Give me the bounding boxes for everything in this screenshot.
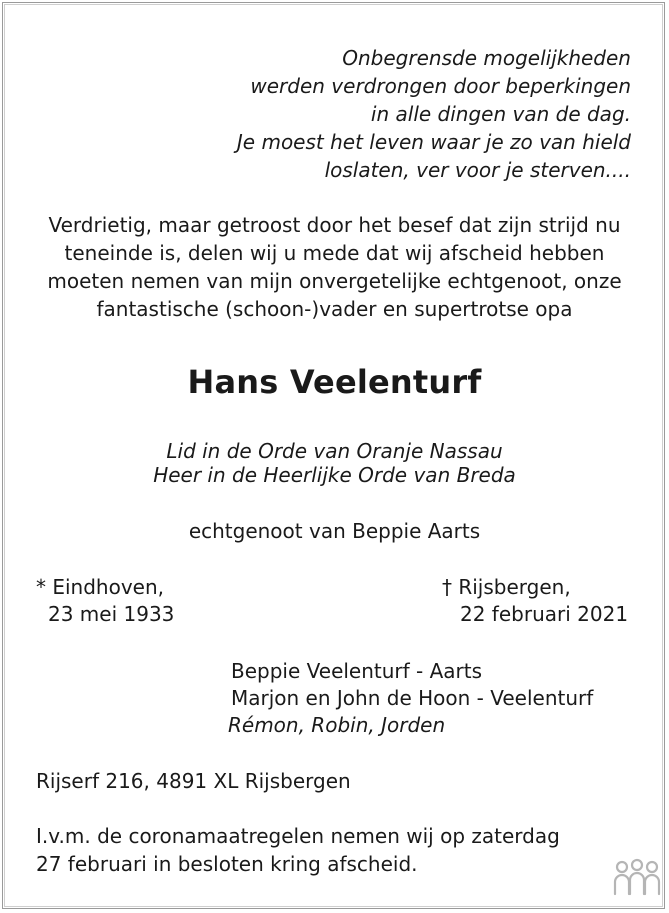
poem-line-5: loslaten, ver voor je sterven.... [324,158,631,182]
closing-line-1: I.v.m. de coronamaatregelen nemen wij op zaterdag [36,824,560,848]
death-date: 22 februari 2021 [460,602,629,626]
poem-line-2: werden verdrongen door beperkingen [250,74,631,98]
birth-date: 23 mei 1933 [48,602,175,626]
deceased-name: Hans Veelenturf [187,363,482,401]
honor-line-2: Heer in de Heerlijke Orde van Breda [153,463,516,487]
poem-line-3: in alle dingen van de dag. [370,102,631,126]
closing-line-2: 27 februari in besloten kring afscheid. [36,852,418,876]
intro-line-2: teneinde is, delen wij u mede dat wij afscheid hebben [64,241,605,265]
family-people-icon [611,858,663,898]
grandchildren-line: Rémon, Robin, Jorden [228,713,446,737]
intro-line-3: moeten nemen van mijn onvergetelijke echtgenoot, onze [47,269,622,293]
birth-place: * Eindhoven, [36,575,165,599]
poem-line-4: Je moest het leven waar je zo van hield [236,130,631,154]
death-place: † Rijsbergen, [442,575,571,599]
family-line-2: Marjon en John de Hoon - Veelenturf [231,686,594,710]
honor-line-1: Lid in de Orde van Oranje Nassau [166,439,503,463]
address-line: Rijserf 216, 4891 XL Rijsbergen [36,769,351,793]
family-line-1: Beppie Veelenturf - Aarts [231,659,483,683]
intro-line-4: fantastische (schoon-)vader en supertrotse opa [96,297,573,321]
poem-line-1: Onbegrensde mogelijkheden [342,46,631,70]
intro-line-1: Verdrietig, maar getroost door het besef dat zijn strijd nu [48,213,621,237]
spouse-line: echtgenoot van Beppie Aarts [188,519,481,543]
